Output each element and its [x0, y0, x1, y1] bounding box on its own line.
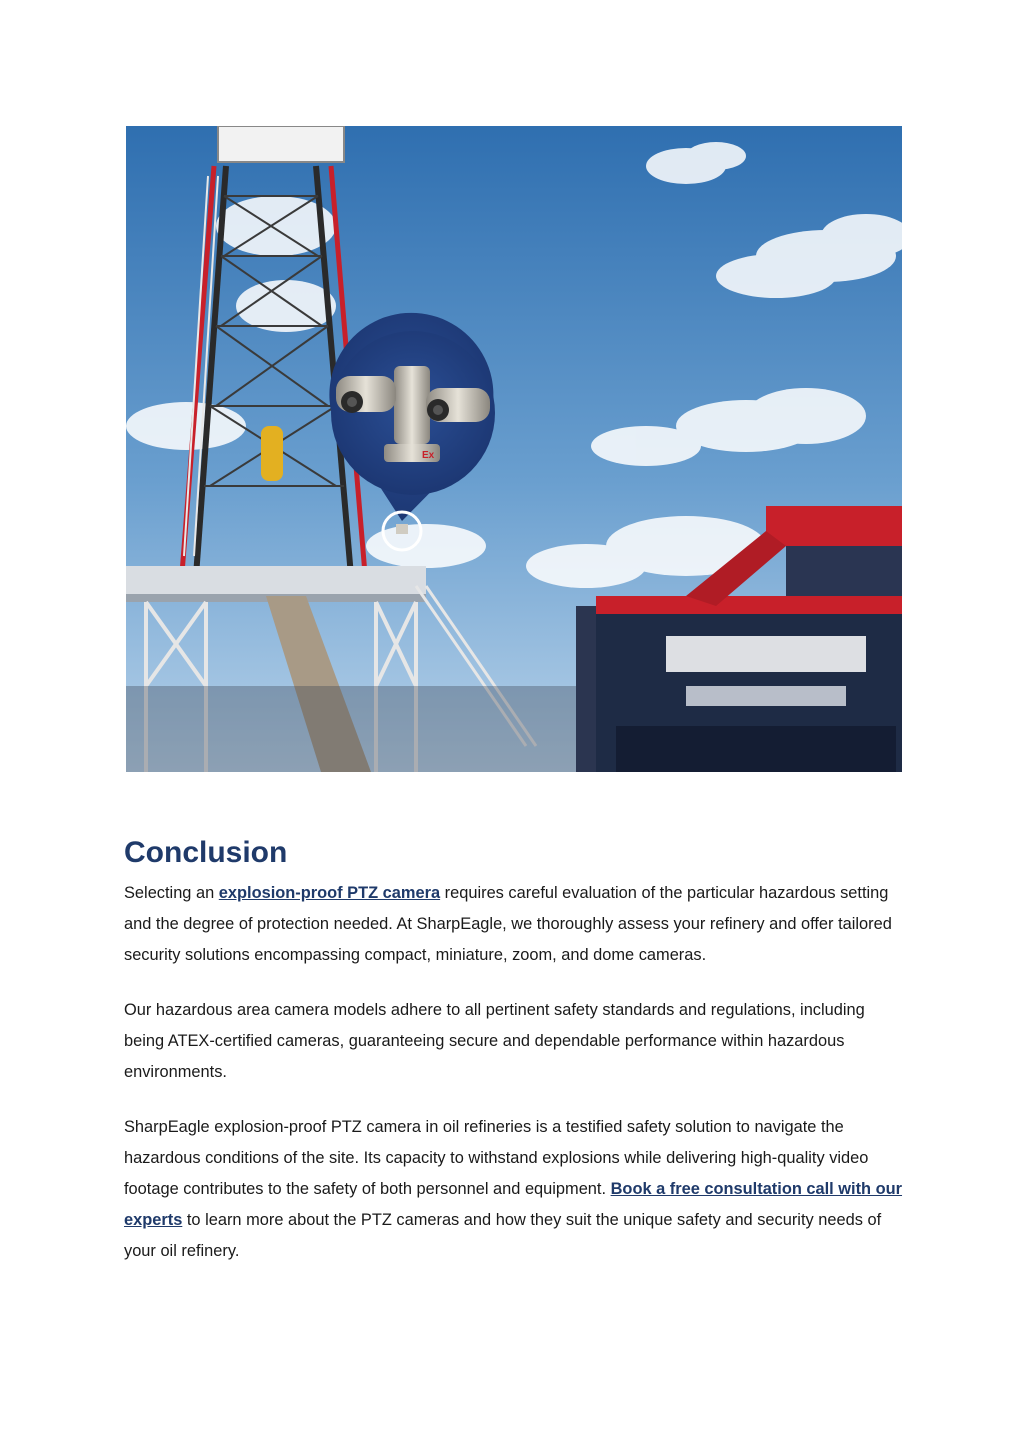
section-heading: Conclusion: [124, 836, 288, 869]
paragraph-1-pre: Selecting an: [124, 884, 219, 902]
explosion-proof-ptz-camera-link[interactable]: explosion-proof PTZ camera: [218, 884, 441, 902]
paragraph-3: [124, 1112, 904, 1267]
book-consultation-link[interactable]: Book a free consultation call with our experts: [124, 1180, 903, 1229]
svg-text:Ex: Ex: [422, 450, 435, 461]
oil-rig-camera-illustration: [126, 126, 902, 772]
paragraph-1-post: requires careful evaluation of the particular hazardous setting and the degree of protection needed. At SharpEagle, we thoroughly assess your refinery and offer tailored security solutions encompassing compact, miniature, zoom, and dome cameras.: [124, 884, 892, 964]
hero-image: [126, 126, 902, 772]
paragraph-1: [124, 878, 904, 971]
paragraph-3-post: to learn more about the PTZ cameras and how they suit the unique safety and security needs of your oil refinery.: [124, 1211, 882, 1260]
paragraph-3-pre: SharpEagle explosion-proof PTZ camera in oil refineries is a testified safety solution to navigate the hazardous conditions of the site. Its capacity to withstand explosions while delivering high-quality video footage contributes to the safety of both personnel and equipment.: [124, 1118, 869, 1198]
conclusion-section: [124, 834, 904, 1291]
paragraph-2: Our hazardous area camera models adhere to all pertinent safety standards and regulations, including being ATEX-certified cameras, guaranteeing secure and dependable performance within hazardous environments.: [124, 1001, 865, 1081]
